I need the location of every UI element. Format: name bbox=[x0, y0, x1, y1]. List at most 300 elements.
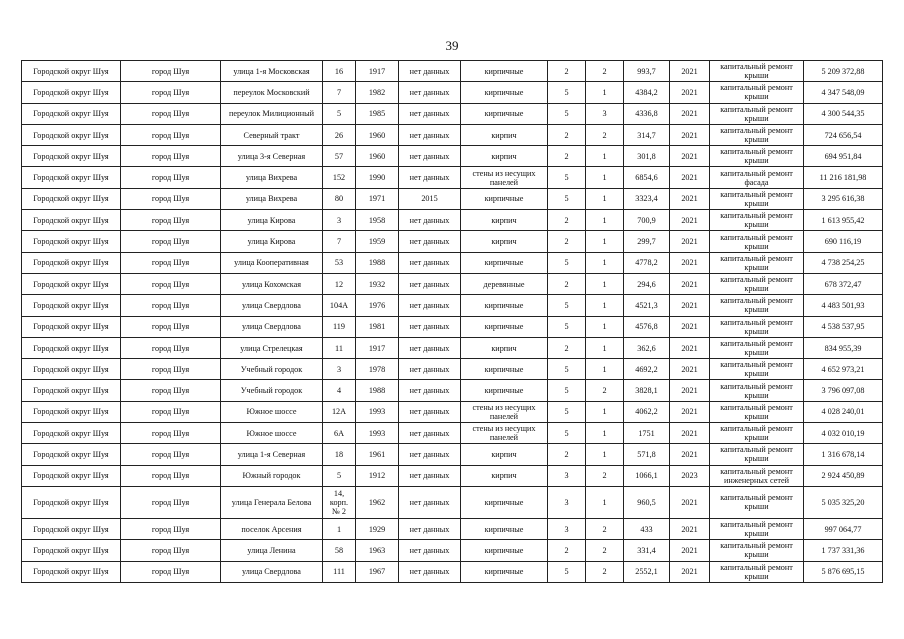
cell-last-repair-year: 2015 bbox=[399, 188, 461, 209]
cell-settlement: город Шуя bbox=[121, 518, 221, 539]
cell-settlement: город Шуя bbox=[121, 401, 221, 422]
cell-municipality: Городской округ Шуя bbox=[22, 316, 121, 337]
cell-street: переулок Милиционный bbox=[221, 103, 323, 124]
cell-wall-material: кирпичные bbox=[461, 561, 548, 582]
cell-street: улица Генерала Белова bbox=[221, 486, 323, 518]
cell-street: улица Стрелецкая bbox=[221, 337, 323, 358]
cell-house-number: 111 bbox=[323, 561, 356, 582]
table-row bbox=[22, 231, 883, 252]
table-row bbox=[22, 337, 883, 358]
cell-street: улица 1-я Московская bbox=[221, 61, 323, 82]
cell-settlement: город Шуя bbox=[121, 561, 221, 582]
cell-house-number: 104А bbox=[323, 295, 356, 316]
cell-work-type: капитальный ремонт инженерных сетей bbox=[710, 465, 804, 486]
cell-wall-material: кирпичные bbox=[461, 380, 548, 401]
cell-wall-material: кирпичные bbox=[461, 486, 548, 518]
cell-settlement: город Шуя bbox=[121, 231, 221, 252]
cell-work-type: капитальный ремонт крыши bbox=[710, 401, 804, 422]
cell-entrances: 2 bbox=[586, 380, 624, 401]
housing-repair-table bbox=[21, 60, 883, 583]
cell-work-type: капитальный ремонт крыши bbox=[710, 540, 804, 561]
cell-work-type: капитальный ремонт крыши bbox=[710, 518, 804, 539]
cell-last-repair-year: нет данных bbox=[399, 401, 461, 422]
cell-area: 314,7 bbox=[624, 124, 670, 145]
cell-entrances: 2 bbox=[586, 518, 624, 539]
cell-house-number: 4 bbox=[323, 380, 356, 401]
cell-year-built: 1932 bbox=[356, 273, 399, 294]
cell-house-number: 1 bbox=[323, 518, 356, 539]
cell-last-repair-year: нет данных bbox=[399, 82, 461, 103]
cell-floors: 5 bbox=[548, 380, 586, 401]
cell-year-built: 1990 bbox=[356, 167, 399, 188]
cell-year-built: 1985 bbox=[356, 103, 399, 124]
table-row bbox=[22, 465, 883, 486]
cell-area: 4692,2 bbox=[624, 359, 670, 380]
table-row bbox=[22, 210, 883, 231]
cell-year-built: 1917 bbox=[356, 61, 399, 82]
cell-wall-material: кирпичные bbox=[461, 188, 548, 209]
cell-floors: 5 bbox=[548, 316, 586, 337]
cell-work-type: капитальный ремонт крыши bbox=[710, 380, 804, 401]
cell-last-repair-year: нет данных bbox=[399, 380, 461, 401]
cell-year-built: 1993 bbox=[356, 401, 399, 422]
cell-municipality: Городской округ Шуя bbox=[22, 252, 121, 273]
cell-house-number: 26 bbox=[323, 124, 356, 145]
cell-cost: 678 372,47 bbox=[804, 273, 883, 294]
cell-last-repair-year: нет данных bbox=[399, 561, 461, 582]
cell-house-number: 152 bbox=[323, 167, 356, 188]
cell-municipality: Городской округ Шуя bbox=[22, 465, 121, 486]
cell-year-built: 1959 bbox=[356, 231, 399, 252]
cell-plan-year: 2021 bbox=[670, 380, 710, 401]
cell-settlement: город Шуя bbox=[121, 540, 221, 561]
cell-plan-year: 2021 bbox=[670, 124, 710, 145]
cell-work-type: капитальный ремонт крыши bbox=[710, 337, 804, 358]
cell-plan-year: 2021 bbox=[670, 188, 710, 209]
cell-year-built: 1982 bbox=[356, 82, 399, 103]
cell-year-built: 1960 bbox=[356, 124, 399, 145]
cell-year-built: 1976 bbox=[356, 295, 399, 316]
cell-work-type: капитальный ремонт крыши bbox=[710, 188, 804, 209]
cell-year-built: 1978 bbox=[356, 359, 399, 380]
cell-plan-year: 2021 bbox=[670, 273, 710, 294]
cell-street: улица Ленина bbox=[221, 540, 323, 561]
cell-cost: 4 032 010,19 bbox=[804, 423, 883, 444]
cell-floors: 3 bbox=[548, 486, 586, 518]
cell-entrances: 1 bbox=[586, 167, 624, 188]
cell-area: 4778,2 bbox=[624, 252, 670, 273]
cell-area: 362,6 bbox=[624, 337, 670, 358]
table-row bbox=[22, 124, 883, 145]
cell-cost: 4 028 240,01 bbox=[804, 401, 883, 422]
cell-last-repair-year: нет данных bbox=[399, 486, 461, 518]
table-row bbox=[22, 540, 883, 561]
cell-floors: 2 bbox=[548, 540, 586, 561]
cell-cost: 1 737 331,36 bbox=[804, 540, 883, 561]
cell-cost: 834 955,39 bbox=[804, 337, 883, 358]
cell-year-built: 1962 bbox=[356, 486, 399, 518]
cell-street: Южное шоссе bbox=[221, 401, 323, 422]
table-row bbox=[22, 103, 883, 124]
cell-year-built: 1958 bbox=[356, 210, 399, 231]
cell-municipality: Городской округ Шуя bbox=[22, 486, 121, 518]
cell-area: 3828,1 bbox=[624, 380, 670, 401]
cell-work-type: капитальный ремонт крыши bbox=[710, 146, 804, 167]
cell-floors: 2 bbox=[548, 337, 586, 358]
cell-street: улица Свердлова bbox=[221, 316, 323, 337]
cell-street: Северный тракт bbox=[221, 124, 323, 145]
cell-cost: 4 538 537,95 bbox=[804, 316, 883, 337]
cell-work-type: капитальный ремонт крыши bbox=[710, 423, 804, 444]
cell-year-built: 1917 bbox=[356, 337, 399, 358]
cell-last-repair-year: нет данных bbox=[399, 518, 461, 539]
cell-municipality: Городской округ Шуя bbox=[22, 167, 121, 188]
cell-year-built: 1912 bbox=[356, 465, 399, 486]
table-row bbox=[22, 61, 883, 82]
cell-wall-material: кирпичные bbox=[461, 540, 548, 561]
cell-house-number: 16 bbox=[323, 61, 356, 82]
cell-settlement: город Шуя bbox=[121, 188, 221, 209]
cell-year-built: 1971 bbox=[356, 188, 399, 209]
cell-year-built: 1988 bbox=[356, 252, 399, 273]
cell-last-repair-year: нет данных bbox=[399, 423, 461, 444]
cell-municipality: Городской округ Шуя bbox=[22, 423, 121, 444]
cell-house-number: 7 bbox=[323, 82, 356, 103]
cell-last-repair-year: нет данных bbox=[399, 252, 461, 273]
cell-plan-year: 2021 bbox=[670, 231, 710, 252]
cell-cost: 4 652 973,21 bbox=[804, 359, 883, 380]
cell-plan-year: 2021 bbox=[670, 316, 710, 337]
cell-municipality: Городской округ Шуя bbox=[22, 518, 121, 539]
cell-area: 2552,1 bbox=[624, 561, 670, 582]
cell-cost: 4 483 501,93 bbox=[804, 295, 883, 316]
cell-area: 700,9 bbox=[624, 210, 670, 231]
cell-wall-material: деревянные bbox=[461, 273, 548, 294]
cell-area: 1066,1 bbox=[624, 465, 670, 486]
cell-settlement: город Шуя bbox=[121, 423, 221, 444]
cell-settlement: город Шуя bbox=[121, 465, 221, 486]
cell-house-number: 58 bbox=[323, 540, 356, 561]
cell-wall-material: кирпич bbox=[461, 337, 548, 358]
cell-cost: 3 796 097,08 bbox=[804, 380, 883, 401]
cell-cost: 1 316 678,14 bbox=[804, 444, 883, 465]
cell-street: улица Кохомская bbox=[221, 273, 323, 294]
cell-work-type: капитальный ремонт крыши bbox=[710, 231, 804, 252]
cell-wall-material: кирпичные bbox=[461, 316, 548, 337]
cell-street: переулок Московский bbox=[221, 82, 323, 103]
cell-work-type: капитальный ремонт крыши bbox=[710, 295, 804, 316]
cell-last-repair-year: нет данных bbox=[399, 295, 461, 316]
cell-year-built: 1993 bbox=[356, 423, 399, 444]
cell-plan-year: 2021 bbox=[670, 167, 710, 188]
cell-plan-year: 2021 bbox=[670, 146, 710, 167]
cell-wall-material: стены из несущих панелей bbox=[461, 423, 548, 444]
cell-wall-material: кирпич bbox=[461, 124, 548, 145]
cell-municipality: Городской округ Шуя bbox=[22, 561, 121, 582]
cell-street: улица 1-я Северная bbox=[221, 444, 323, 465]
table-row bbox=[22, 188, 883, 209]
cell-area: 3323,4 bbox=[624, 188, 670, 209]
table-row bbox=[22, 444, 883, 465]
cell-settlement: город Шуя bbox=[121, 444, 221, 465]
cell-plan-year: 2021 bbox=[670, 423, 710, 444]
cell-area: 4576,8 bbox=[624, 316, 670, 337]
cell-last-repair-year: нет данных bbox=[399, 337, 461, 358]
cell-entrances: 1 bbox=[586, 146, 624, 167]
cell-wall-material: кирпичные bbox=[461, 518, 548, 539]
cell-work-type: капитальный ремонт крыши bbox=[710, 103, 804, 124]
cell-cost: 5 035 325,20 bbox=[804, 486, 883, 518]
cell-municipality: Городской округ Шуя bbox=[22, 210, 121, 231]
cell-entrances: 1 bbox=[586, 359, 624, 380]
cell-cost: 11 216 181,98 bbox=[804, 167, 883, 188]
cell-work-type: капитальный ремонт крыши bbox=[710, 486, 804, 518]
cell-floors: 5 bbox=[548, 561, 586, 582]
cell-last-repair-year: нет данных bbox=[399, 359, 461, 380]
cell-area: 4336,8 bbox=[624, 103, 670, 124]
cell-entrances: 1 bbox=[586, 82, 624, 103]
cell-last-repair-year: нет данных bbox=[399, 103, 461, 124]
cell-house-number: 12 bbox=[323, 273, 356, 294]
cell-wall-material: кирпич bbox=[461, 231, 548, 252]
cell-year-built: 1961 bbox=[356, 444, 399, 465]
table-row bbox=[22, 252, 883, 273]
cell-year-built: 1960 bbox=[356, 146, 399, 167]
table-row bbox=[22, 380, 883, 401]
cell-year-built: 1963 bbox=[356, 540, 399, 561]
cell-plan-year: 2021 bbox=[670, 401, 710, 422]
table-row bbox=[22, 401, 883, 422]
cell-year-built: 1988 bbox=[356, 380, 399, 401]
cell-work-type: капитальный ремонт крыши bbox=[710, 359, 804, 380]
cell-municipality: Городской округ Шуя bbox=[22, 124, 121, 145]
cell-area: 4062,2 bbox=[624, 401, 670, 422]
cell-last-repair-year: нет данных bbox=[399, 273, 461, 294]
cell-entrances: 1 bbox=[586, 486, 624, 518]
cell-entrances: 1 bbox=[586, 423, 624, 444]
cell-entrances: 1 bbox=[586, 295, 624, 316]
cell-house-number: 7 bbox=[323, 231, 356, 252]
cell-settlement: город Шуя bbox=[121, 103, 221, 124]
table-row bbox=[22, 423, 883, 444]
cell-street: улица Кирова bbox=[221, 231, 323, 252]
cell-plan-year: 2021 bbox=[670, 252, 710, 273]
cell-settlement: город Шуя bbox=[121, 124, 221, 145]
cell-plan-year: 2021 bbox=[670, 210, 710, 231]
cell-floors: 5 bbox=[548, 82, 586, 103]
cell-last-repair-year: нет данных bbox=[399, 210, 461, 231]
cell-work-type: капитальный ремонт крыши bbox=[710, 124, 804, 145]
table-row bbox=[22, 316, 883, 337]
cell-settlement: город Шуя bbox=[121, 486, 221, 518]
table-row bbox=[22, 561, 883, 582]
cell-area: 299,7 bbox=[624, 231, 670, 252]
cell-floors: 2 bbox=[548, 444, 586, 465]
cell-floors: 5 bbox=[548, 167, 586, 188]
cell-plan-year: 2023 bbox=[670, 465, 710, 486]
cell-year-built: 1967 bbox=[356, 561, 399, 582]
cell-cost: 997 064,77 bbox=[804, 518, 883, 539]
cell-area: 6854,6 bbox=[624, 167, 670, 188]
cell-settlement: город Шуя bbox=[121, 210, 221, 231]
cell-street: улица Кооперативная bbox=[221, 252, 323, 273]
cell-house-number: 3 bbox=[323, 359, 356, 380]
cell-house-number: 5 bbox=[323, 465, 356, 486]
cell-floors: 5 bbox=[548, 423, 586, 444]
cell-cost: 4 300 544,35 bbox=[804, 103, 883, 124]
cell-floors: 2 bbox=[548, 210, 586, 231]
cell-floors: 5 bbox=[548, 103, 586, 124]
cell-year-built: 1981 bbox=[356, 316, 399, 337]
cell-work-type: капитальный ремонт крыши bbox=[710, 61, 804, 82]
cell-area: 993,7 bbox=[624, 61, 670, 82]
cell-street: Учебный городок bbox=[221, 380, 323, 401]
cell-floors: 5 bbox=[548, 359, 586, 380]
cell-plan-year: 2021 bbox=[670, 444, 710, 465]
cell-house-number: 18 bbox=[323, 444, 356, 465]
cell-work-type: капитальный ремонт крыши bbox=[710, 444, 804, 465]
cell-entrances: 2 bbox=[586, 124, 624, 145]
cell-area: 294,6 bbox=[624, 273, 670, 294]
cell-floors: 5 bbox=[548, 401, 586, 422]
cell-house-number: 57 bbox=[323, 146, 356, 167]
cell-plan-year: 2021 bbox=[670, 103, 710, 124]
cell-street: улица 3-я Северная bbox=[221, 146, 323, 167]
cell-house-number: 6А bbox=[323, 423, 356, 444]
cell-work-type: капитальный ремонт фасада bbox=[710, 167, 804, 188]
cell-municipality: Городской округ Шуя bbox=[22, 146, 121, 167]
cell-area: 1751 bbox=[624, 423, 670, 444]
cell-municipality: Городской округ Шуя bbox=[22, 401, 121, 422]
cell-work-type: капитальный ремонт крыши bbox=[710, 210, 804, 231]
cell-house-number: 80 bbox=[323, 188, 356, 209]
cell-area: 331,4 bbox=[624, 540, 670, 561]
cell-street: поселок Арсения bbox=[221, 518, 323, 539]
cell-cost: 3 295 616,38 bbox=[804, 188, 883, 209]
cell-last-repair-year: нет данных bbox=[399, 146, 461, 167]
table-row bbox=[22, 167, 883, 188]
cell-house-number: 5 bbox=[323, 103, 356, 124]
cell-plan-year: 2021 bbox=[670, 518, 710, 539]
cell-year-built: 1929 bbox=[356, 518, 399, 539]
cell-entrances: 2 bbox=[586, 540, 624, 561]
cell-cost: 4 738 254,25 bbox=[804, 252, 883, 273]
cell-plan-year: 2021 bbox=[670, 561, 710, 582]
cell-settlement: город Шуя bbox=[121, 61, 221, 82]
cell-plan-year: 2021 bbox=[670, 337, 710, 358]
cell-area: 433 bbox=[624, 518, 670, 539]
cell-street: Учебный городок bbox=[221, 359, 323, 380]
cell-entrances: 1 bbox=[586, 316, 624, 337]
cell-last-repair-year: нет данных bbox=[399, 316, 461, 337]
cell-municipality: Городской округ Шуя bbox=[22, 337, 121, 358]
cell-wall-material: кирпичные bbox=[461, 82, 548, 103]
cell-entrances: 1 bbox=[586, 401, 624, 422]
cell-settlement: город Шуя bbox=[121, 337, 221, 358]
cell-settlement: город Шуя bbox=[121, 146, 221, 167]
cell-wall-material: кирпичные bbox=[461, 252, 548, 273]
cell-plan-year: 2021 bbox=[670, 486, 710, 518]
cell-street: улица Вихрева bbox=[221, 167, 323, 188]
cell-plan-year: 2021 bbox=[670, 61, 710, 82]
cell-floors: 5 bbox=[548, 188, 586, 209]
cell-cost: 5 209 372,88 bbox=[804, 61, 883, 82]
table-row bbox=[22, 518, 883, 539]
cell-last-repair-year: нет данных bbox=[399, 124, 461, 145]
cell-floors: 5 bbox=[548, 295, 586, 316]
cell-floors: 3 bbox=[548, 518, 586, 539]
cell-entrances: 2 bbox=[586, 561, 624, 582]
cell-wall-material: стены из несущих панелей bbox=[461, 401, 548, 422]
table-body bbox=[22, 61, 883, 583]
cell-entrances: 2 bbox=[586, 465, 624, 486]
cell-work-type: капитальный ремонт крыши bbox=[710, 273, 804, 294]
cell-cost: 2 924 450,89 bbox=[804, 465, 883, 486]
cell-municipality: Городской округ Шуя bbox=[22, 103, 121, 124]
cell-municipality: Городской округ Шуя bbox=[22, 82, 121, 103]
cell-street: улица Кирова bbox=[221, 210, 323, 231]
cell-street: улица Свердлова bbox=[221, 295, 323, 316]
table-row bbox=[22, 273, 883, 294]
cell-settlement: город Шуя bbox=[121, 273, 221, 294]
cell-municipality: Городской округ Шуя bbox=[22, 61, 121, 82]
cell-work-type: капитальный ремонт крыши bbox=[710, 252, 804, 273]
cell-cost: 694 951,84 bbox=[804, 146, 883, 167]
cell-plan-year: 2021 bbox=[670, 82, 710, 103]
cell-municipality: Городской округ Шуя bbox=[22, 188, 121, 209]
cell-work-type: капитальный ремонт крыши bbox=[710, 561, 804, 582]
cell-entrances: 1 bbox=[586, 273, 624, 294]
cell-cost: 1 613 955,42 bbox=[804, 210, 883, 231]
cell-floors: 2 bbox=[548, 61, 586, 82]
cell-entrances: 1 bbox=[586, 210, 624, 231]
cell-cost: 5 876 695,15 bbox=[804, 561, 883, 582]
cell-last-repair-year: нет данных bbox=[399, 540, 461, 561]
cell-plan-year: 2021 bbox=[670, 359, 710, 380]
cell-municipality: Городской округ Шуя bbox=[22, 273, 121, 294]
cell-area: 4384,2 bbox=[624, 82, 670, 103]
cell-municipality: Городской округ Шуя bbox=[22, 359, 121, 380]
cell-street: Южное шоссе bbox=[221, 423, 323, 444]
cell-house-number: 12А bbox=[323, 401, 356, 422]
cell-area: 301,8 bbox=[624, 146, 670, 167]
cell-settlement: город Шуя bbox=[121, 316, 221, 337]
cell-floors: 2 bbox=[548, 273, 586, 294]
cell-wall-material: кирпич bbox=[461, 146, 548, 167]
cell-municipality: Городской округ Шуя bbox=[22, 540, 121, 561]
cell-wall-material: кирпич bbox=[461, 210, 548, 231]
cell-municipality: Городской округ Шуя bbox=[22, 380, 121, 401]
cell-entrances: 3 bbox=[586, 103, 624, 124]
cell-entrances: 1 bbox=[586, 337, 624, 358]
cell-wall-material: кирпичные bbox=[461, 61, 548, 82]
cell-last-repair-year: нет данных bbox=[399, 465, 461, 486]
cell-last-repair-year: нет данных bbox=[399, 167, 461, 188]
cell-settlement: город Шуя bbox=[121, 167, 221, 188]
cell-house-number: 53 bbox=[323, 252, 356, 273]
cell-floors: 2 bbox=[548, 146, 586, 167]
cell-municipality: Городской округ Шуя bbox=[22, 295, 121, 316]
table-row bbox=[22, 359, 883, 380]
cell-wall-material: стены из несущих панелей bbox=[461, 167, 548, 188]
page-number: 39 bbox=[445, 38, 459, 53]
table-row bbox=[22, 146, 883, 167]
cell-plan-year: 2021 bbox=[670, 540, 710, 561]
cell-area: 960,5 bbox=[624, 486, 670, 518]
cell-work-type: капитальный ремонт крыши bbox=[710, 316, 804, 337]
cell-entrances: 1 bbox=[586, 188, 624, 209]
cell-wall-material: кирпич bbox=[461, 465, 548, 486]
